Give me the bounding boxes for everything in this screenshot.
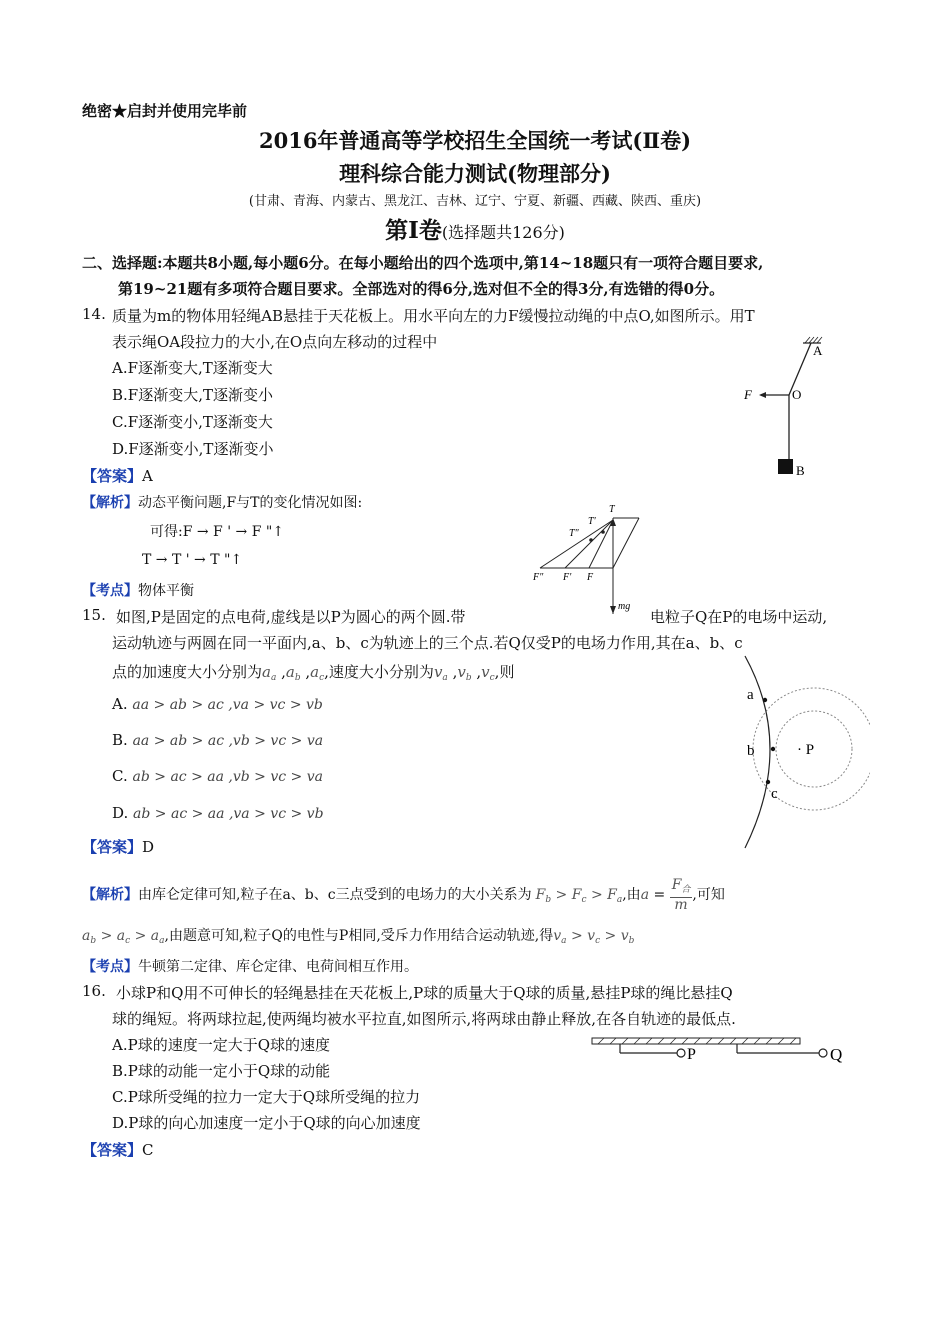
q15-option-a-letter: A. — [112, 695, 128, 713]
q15-stem-1b: 电粒子Q在P的电场中运动, — [650, 608, 828, 626]
q14-option-d: D.F逐渐变小,T逐渐变小 — [112, 440, 274, 458]
q15-analysis-1b: ,由 — [622, 887, 641, 903]
answer-label: 【答案】 — [82, 1141, 143, 1159]
q16-option-a: A.P球的速度一定大于Q球的速度 — [112, 1036, 330, 1054]
q15-stem-2: 运动轨迹与两圆在同一平面内,a、b、c为轨迹上的三个点.若Q仅受P的电场力作用,其在a、b、c — [112, 634, 743, 652]
q14-answer-row — [82, 465, 153, 486]
q16-number: 16. — [82, 982, 106, 1000]
q15-option-d-text: ab > ac > aa ,va > vc > vb — [133, 806, 324, 822]
q14-rope-figure — [735, 335, 825, 480]
q14-number: 14. — [82, 305, 106, 323]
q15-stem-3c: ,则 — [494, 663, 515, 681]
q15-option-a — [112, 695, 323, 713]
point-label: 【考点】 — [82, 583, 138, 599]
q14-analysis: 动态平衡问题,F与T的变化情况如图: — [138, 495, 363, 511]
q14-vector-figure — [525, 500, 650, 620]
q16-answer: C — [142, 1141, 154, 1159]
q15-point-c: c — [771, 786, 778, 802]
q14-vec-f1: F' — [563, 572, 572, 583]
q14-analysis-row — [82, 492, 362, 512]
q14-vec-f: F — [587, 572, 594, 583]
q16-label-q: Q — [830, 1045, 843, 1064]
q15-field-figure — [735, 652, 870, 852]
analysis-label: 【解析】 — [82, 495, 138, 511]
q14-derivation-2: T → T ' → T "↑ — [142, 552, 243, 568]
q16-option-d: D.P球的向心加速度一定小于Q球的向心加速度 — [112, 1114, 421, 1132]
q14-answer: A — [142, 467, 153, 485]
q14-vec-t: T — [609, 504, 615, 515]
q14-label-a: A — [813, 343, 823, 358]
q15-stem-3: 点的加速度大小分别为$a_a$ $,a_b$ $,a_c$,速度大小分别为$v_a$ $,v_b$ $,v_c$,则 — [112, 663, 515, 683]
q15-point-row — [82, 956, 418, 976]
q14-vec-t2: T" — [569, 528, 579, 539]
q15-option-c-text: ab > ac > aa ,vb > vc > va — [132, 769, 323, 785]
q15-option-a-text: aa > ab > ac ,va > vc > vb — [132, 697, 323, 713]
q14-stem-1: 质量为m的物体用轻绳AB悬挂于天花板上。用水平向左的力F缓慢拉动绳的中点O,如图所示。用T — [112, 307, 755, 325]
analysis-label: 【解析】 — [82, 887, 138, 903]
q16-option-c: C.P球所受绳的拉力一定大于Q球所受绳的拉力 — [112, 1088, 421, 1106]
q14-label-f: F — [744, 387, 752, 402]
q14-option-b: B.F逐渐变大,T逐渐变小 — [112, 386, 273, 404]
q16-answer-row — [82, 1139, 154, 1160]
secret-mark: 绝密★启封并使用完毕前 — [82, 102, 248, 120]
q15-analysis-1c: ,可知 — [692, 887, 725, 903]
q14-point-row — [82, 580, 194, 600]
q15-point-b: b — [747, 743, 755, 759]
q14-point: 物体平衡 — [138, 583, 194, 599]
point-label: 【考点】 — [82, 959, 138, 975]
q15-analysis-1: 由库仑定律可知,粒子在a、b、c三点受到的电场力的大小关系为 — [138, 887, 532, 903]
q15-option-d-letter: D. — [112, 804, 129, 822]
q16-stem-1: 小球P和Q用不可伸长的轻绳悬挂在天花板上,P球的质量大于Q球的质量,悬挂P球的绳比悬挂Q — [116, 984, 733, 1002]
q15-answer: D — [142, 838, 155, 856]
exam-regions: (甘肃、青海、内蒙古、黑龙江、吉林、辽宁、宁夏、新疆、西藏、陕西、重庆) — [248, 194, 702, 209]
q15-analysis-row-2: $a_b > a_c > a_a$,由题意可知,粒子Q的电性与P相同,受斥力作用结合运动轨迹,得$v_a > v_c > v_b$ — [82, 928, 635, 946]
q15-answer-row — [82, 836, 154, 857]
q15-number: 15. — [82, 606, 106, 624]
q14-vec-mg: mg — [618, 601, 631, 612]
answer-label: 【答案】 — [82, 467, 143, 485]
q15-stem-3a: 点的加速度大小分别为 — [112, 663, 263, 681]
q15-option-d — [112, 804, 324, 822]
exam-subtitle: 理科综合能力测试(物理部分) — [339, 161, 611, 186]
q15-option-b-letter: B. — [112, 731, 128, 749]
q16-pendulum-figure — [590, 1034, 852, 1068]
q16-label-p: P — [687, 1046, 696, 1063]
q14-label-o: O — [792, 387, 802, 402]
q14-vec-f2: F" — [533, 572, 544, 583]
part-title: 第Ⅰ卷 — [385, 217, 442, 244]
q15-analysis-row-1: 【解析】由库仑定律可知,粒子在a、b、c三点受到的电场力的大小关系为 $F_b > F_c > F_a$,由a = $F_合$ m ,可知 — [82, 877, 725, 913]
answer-label: 【答案】 — [82, 838, 143, 856]
q15-option-b — [112, 731, 323, 749]
q15-point: 牛顿第二定律、库仑定律、电荷间相互作用。 — [138, 959, 418, 975]
q15-option-c — [112, 767, 323, 785]
q16-option-b: B.P球的动能一定小于Q球的动能 — [112, 1062, 331, 1080]
q15-option-b-text: aa > ab > ac ,vb > vc > va — [132, 733, 324, 749]
q15-stem-3b: ,速度大小分别为 — [324, 663, 434, 681]
q15-analysis-2: ,由题意可知,粒子Q的电性与P相同,受斥力作用结合运动轨迹,得 — [164, 928, 554, 944]
q14-label-b: B — [796, 463, 805, 478]
q15-stem-1: 如图,P是固定的点电荷,虚线是以P为圆心的两个圆.带 — [116, 608, 466, 626]
q14-vec-t1: T' — [588, 516, 596, 527]
section-line-2: 第19~21题有多项符合题目要求。全部选对的得6分,选对但不全的得3分,有选错的得0分。 — [118, 280, 725, 298]
section-line-1: 二、选择题:本题共8小题,每小题6分。在每小题给出的四个选项中,第14~18题只有一项符合题目要求, — [82, 254, 764, 272]
part-heading — [0, 212, 950, 245]
q14-derivation-1: 可得:F → F ' → F "↑ — [150, 524, 285, 540]
q14-option-a: A.F逐渐变大,T逐渐变大 — [112, 359, 273, 377]
part-note: (选择题共126分) — [441, 223, 565, 242]
q14-stem-2: 表示绳OA段拉力的大小,在O点向左移动的过程中 — [112, 333, 438, 351]
q15-point-a: a — [747, 687, 754, 703]
q15-option-c-letter: C. — [112, 767, 128, 785]
q14-option-c: C.F逐渐变小,T逐渐变大 — [112, 413, 273, 431]
exam-title: 2016年普通高等学校招生全国统一考试(Ⅱ卷) — [258, 128, 692, 153]
q15-point-p: · P — [797, 742, 815, 758]
q16-stem-2: 球的绳短。将两球拉起,使两绳均被水平拉直,如图所示,将两球由静止释放,在各自轨迹的最低点. — [112, 1010, 736, 1028]
